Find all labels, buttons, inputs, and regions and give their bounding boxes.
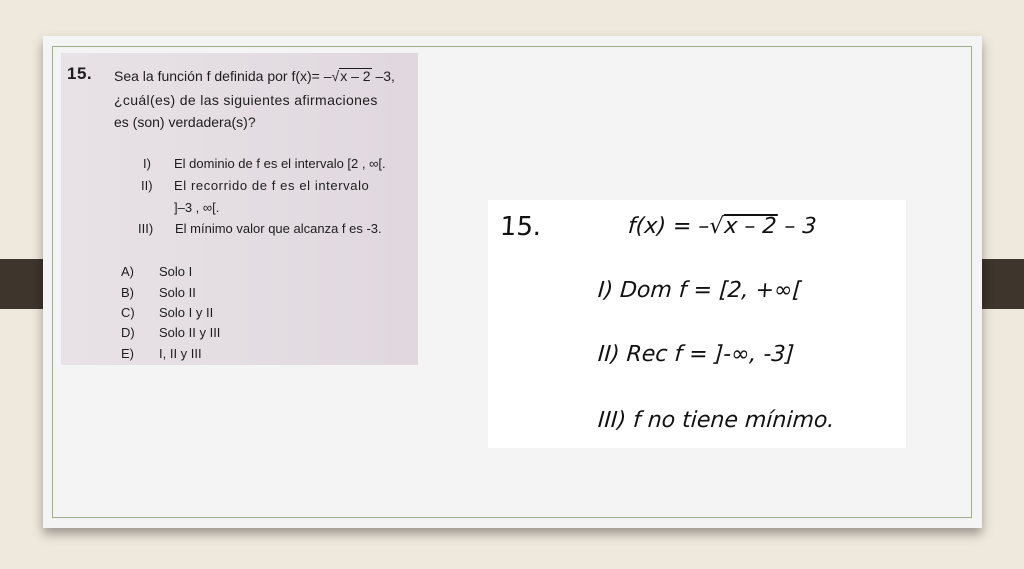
- handwritten-line-minimum: III) f no tiene mínimo.: [597, 408, 836, 433]
- left-decor-bar: [0, 259, 48, 309]
- statement-number: II): [141, 178, 153, 193]
- statement-text: El dominio de f es el intervalo [2 , ∞[.: [174, 156, 386, 171]
- handwritten-number: 15.: [498, 212, 543, 242]
- square-root-sign: √x – 2: [708, 214, 778, 239]
- square-root-sign: √x – 2: [331, 68, 371, 84]
- question-intro-prefix: Sea la función f definida por f(x)= –: [114, 68, 332, 84]
- option-text: Solo II: [159, 285, 196, 300]
- handwritten-function: [627, 214, 817, 239]
- handwritten-function-suffix: – 3: [776, 214, 818, 239]
- statement-text: El mínimo valor que alcanza f es -3.: [175, 221, 382, 236]
- question-intro-line-3: es (son) verdadera(s)?: [114, 114, 256, 130]
- option-letter: E): [121, 346, 134, 361]
- handwritten-line-range: II) Rec f = ]-∞, -3]: [597, 342, 795, 367]
- option-text: I, II y III: [159, 346, 202, 361]
- exam-question-photo: [61, 53, 418, 365]
- option-letter: A): [121, 264, 134, 279]
- statement-text: El recorrido de f es el intervalo: [174, 178, 370, 193]
- question-intro-line-1: [114, 68, 395, 84]
- handwritten-function-prefix: f(x) = –: [627, 214, 711, 239]
- option-text: Solo II y III: [159, 325, 221, 340]
- option-text: Solo I y II: [159, 305, 214, 320]
- option-letter: B): [121, 285, 134, 300]
- handwritten-radicand: x – 2: [723, 214, 778, 239]
- question-intro-line-2: ¿cuál(es) de las siguientes afirmaciones: [114, 92, 378, 108]
- statement-number: I): [143, 156, 151, 171]
- statement-number: III): [138, 221, 154, 236]
- question-intro-suffix: –3,: [371, 68, 395, 84]
- handwritten-solution: [488, 200, 906, 448]
- option-letter: C): [121, 305, 135, 320]
- question-radicand: x – 2: [340, 68, 371, 84]
- option-text: Solo I: [159, 264, 193, 279]
- option-letter: D): [121, 325, 135, 340]
- question-number: 15.: [67, 64, 93, 83]
- statement-text-continued: ]–3 , ∞[.: [174, 200, 220, 215]
- handwritten-line-domain: I) Dom f = [2, +∞[: [597, 278, 802, 303]
